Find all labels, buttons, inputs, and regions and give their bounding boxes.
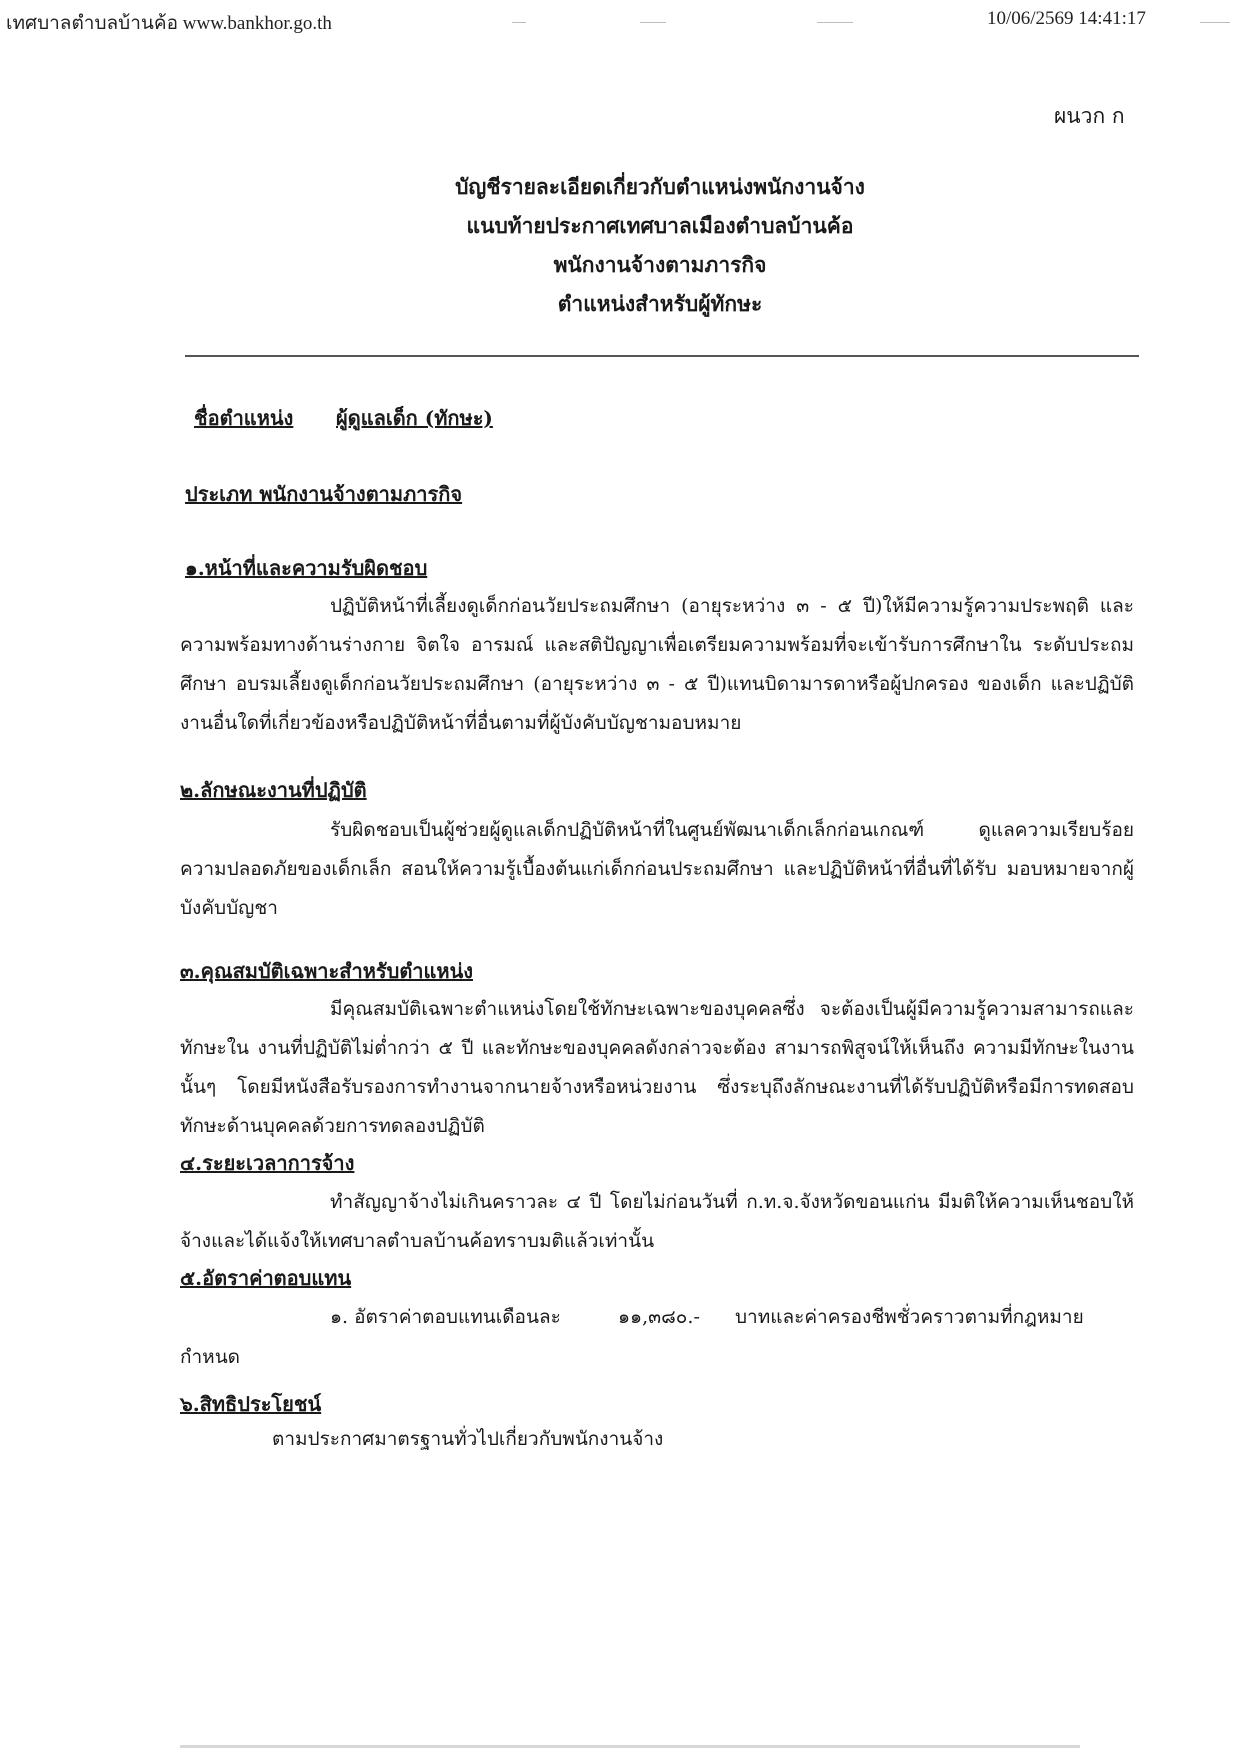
- header-divider: [817, 22, 853, 23]
- annex-label: ผนวก ก: [1054, 104, 1125, 128]
- position-label: ชื่อตำแหน่ง: [194, 406, 294, 430]
- compensation-text-end: กำหนด: [180, 1346, 241, 1368]
- title-divider: [185, 355, 1139, 357]
- section-text-work: รับผิดชอบเป็นผู้ช่วยผู้ดูแลเด็กปฏิบัติหน้าที่ในศูนย์พัฒนาเด็กเล็กก่อนเกณฑ์ ดูแลความเรียบร้อย ความปลอดภัยของเด็กเล็ก สอนให้ความรู้เบื้องต้นแก่เด็กก่อนประถมศึกษา และปฏิบัติหน้าที่อื่นที่ได้รับ มอบหมายจากผู้บังคับบัญชา: [180, 819, 1134, 919]
- header-divider: [1200, 22, 1230, 23]
- section-text-benefits: ตามประกาศมาตรฐานทั่วไปเกี่ยวกับพนักงานจ้าง: [272, 1428, 664, 1450]
- compensation-amount: ๑๑,๓๘๐.-: [618, 1306, 700, 1328]
- print-timestamp: 10/06/2569 14:41:17: [987, 8, 1146, 29]
- header-divider: [512, 22, 526, 23]
- section-heading-qualifications: ๓.คุณสมบัติเฉพาะสำหรับตำแหน่ง: [180, 959, 474, 983]
- header-divider: [640, 22, 666, 23]
- section-text-qualifications: มีคุณสมบัติเฉพาะตำแหน่งโดยใช้ทักษะเฉพาะของบุคคลซึ่ง จะต้องเป็นผู้มีความรู้ความสามารถและทักษะใน งานที่ปฏิบัติไม่ต่ำกว่า ๕ ปี และทักษะของบุคคลดังกล่าวจะต้อง สามารถพิสูจน์ให้เห็นถึง ความมีทักษะในงานนั้นๆ โดยมีหนังสือรับรองการทำงานจากนายจ้างหรือหน่วยงาน ซึ่งระบุถึงลักษณะงานที่ได้รับปฏิบัติหรือมีการทดสอบทักษะด้านบุคคลด้วยการทดลองปฏิบัติ: [180, 998, 1134, 1137]
- section-heading-duties: ๑.หน้าที่และความรับผิดชอบ: [185, 556, 428, 580]
- section-text-term: ทำสัญญาจ้างไม่เกินคราวละ ๔ ปี โดยไม่ก่อนวันที่ ก.ท.จ.จังหวัดขอนแก่น มีมติให้ความเห็นชอบให้จ้างและได้แจ้งให้เทศบาลตำบลบ้านค้อทราบมติแล้วเท่านั้น: [180, 1191, 1134, 1252]
- section-heading-benefits: ๖.สิทธิประโยชน์: [180, 1392, 322, 1416]
- compensation-text-cont: บาทและค่าครองชีพชั่วคราวตามที่กฎหมาย: [735, 1306, 1084, 1328]
- employment-type: ประเภท พนักงานจ้างตามภารกิจ: [185, 482, 463, 506]
- position-value: ผู้ดูแลเด็ก (ทักษะ): [336, 406, 493, 430]
- section-text-duties: ปฏิบัติหน้าที่เลี้ยงดูเด็กก่อนวัยประถมศึกษา (อายุระหว่าง ๓ - ๕ ปี)ให้มีความรู้ความประพฤติ และความพร้อมทางด้านร่างกาย จิตใจ อารมณ์ และสติปัญญาเพื่อเตรียมความพร้อมที่จะเข้ารับการศึกษาใน ระดับประถมศึกษา อบรมเลี้ยงดูเด็กก่อนวัยประถมศึกษา (อายุระหว่าง ๓ - ๕ ปี)แทนบิดามารดาหรือผู้ปกครอง ของเด็ก และปฏิบัติงานอื่นใดที่เกี่ยวข้องหรือปฏิบัติหน้าที่อื่นตามที่ผู้บังคับบัญชามอบหมาย: [180, 595, 1134, 734]
- title-line: ตำแหน่งสำหรับผู้ทักษะ: [557, 291, 763, 316]
- scan-edge: [180, 1745, 1080, 1748]
- section-heading-work: ๒.ลักษณะงานที่ปฏิบัติ: [180, 778, 367, 802]
- site-name: เทศบาลตำบลบ้านค้อ www.bankhor.go.th: [6, 13, 332, 34]
- section-heading-term: ๔.ระยะเวลาการจ้าง: [180, 1151, 355, 1175]
- title-line: บัญชีรายละเอียดเกี่ยวกับตำแหน่งพนักงานจ้าง: [455, 174, 865, 199]
- print-header: [0, 0, 1241, 40]
- title-line: พนักงานจ้างตามภารกิจ: [553, 252, 767, 277]
- section-heading-compensation: ๕.อัตราค่าตอบแทน: [180, 1266, 352, 1290]
- document-title: [300, 167, 1020, 323]
- title-line: แนบท้ายประกาศเทศบาลเมืองตำบลบ้านค้อ: [466, 213, 854, 238]
- compensation-text: ๑. อัตราค่าตอบแทนเดือนละ: [330, 1306, 561, 1328]
